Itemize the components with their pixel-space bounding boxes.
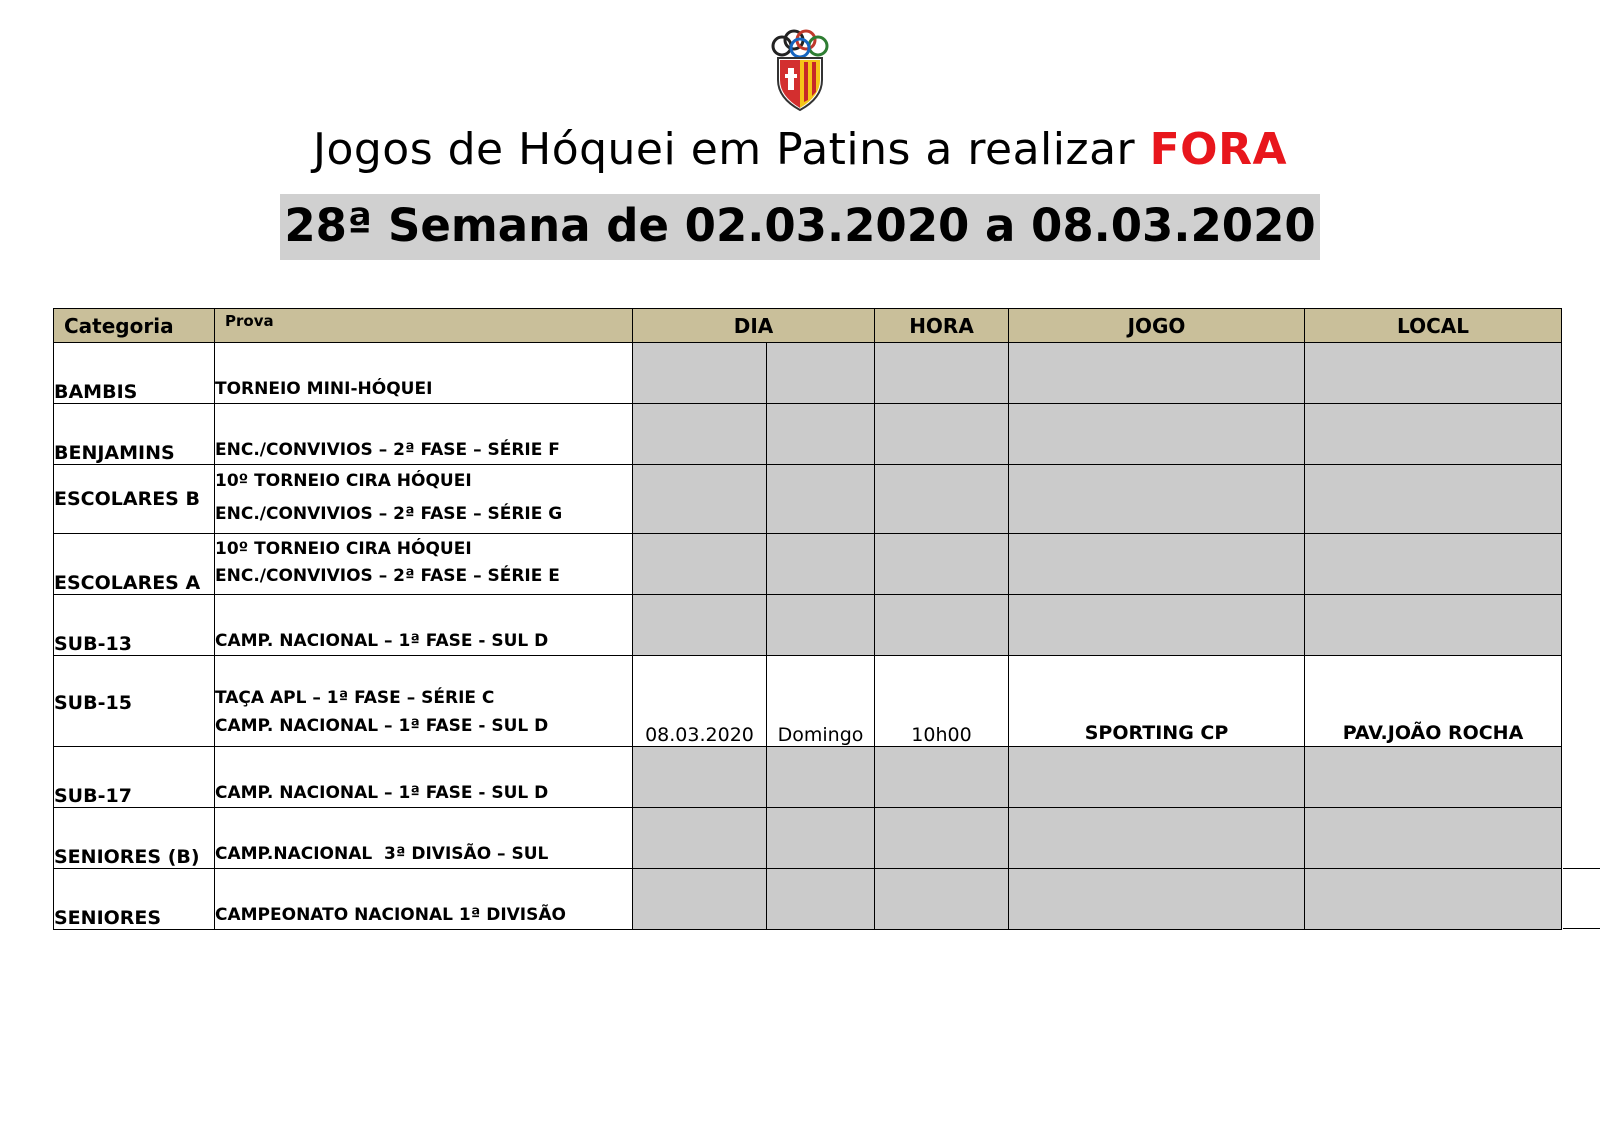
row-categoria: BENJAMINS — [54, 404, 215, 465]
empty-cell — [767, 343, 875, 404]
row-prova — [215, 404, 633, 465]
cell-data: 08.03.2020 — [633, 656, 767, 747]
table-row — [54, 404, 1562, 465]
prova-line: ENC./CONVIVIOS – 2ª FASE – SÉRIE G — [215, 504, 563, 524]
empty-cell — [633, 869, 767, 930]
row-prova — [215, 534, 633, 595]
table-row — [54, 595, 1562, 656]
row-prova — [215, 869, 633, 930]
table-row — [54, 808, 1562, 869]
table-edge-line — [1563, 868, 1600, 869]
row-categoria: SENIORES — [54, 869, 215, 930]
prova-line: TAÇA APL – 1ª FASE – SÉRIE C — [215, 688, 495, 708]
table-row — [54, 869, 1562, 930]
table-row — [54, 343, 1562, 404]
empty-cell — [767, 534, 875, 595]
prova-line: CAMP.NACIONAL 3ª DIVISÃO – SUL — [215, 844, 549, 864]
row-categoria: SUB-13 — [54, 595, 215, 656]
row-prova — [215, 343, 633, 404]
title-accent: FORA — [1149, 124, 1288, 175]
empty-cell — [1009, 808, 1305, 869]
header-dia: DIA — [633, 309, 875, 343]
cell-local: PAV.JOÃO ROCHA — [1305, 656, 1562, 747]
header-local: LOCAL — [1305, 309, 1562, 343]
prova-line: CAMP. NACIONAL – 1ª FASE - SUL D — [215, 716, 549, 736]
empty-cell — [767, 404, 875, 465]
prova-line: CAMP. NACIONAL – 1ª FASE - SUL D — [215, 783, 549, 803]
prova-line: TORNEIO MINI-HÓQUEI — [215, 379, 433, 399]
prova-line: CAMP. NACIONAL – 1ª FASE - SUL D — [215, 631, 549, 651]
table-edge-line — [1563, 928, 1600, 929]
empty-cell — [1305, 404, 1562, 465]
empty-cell — [875, 404, 1009, 465]
row-categoria: SUB-17 — [54, 747, 215, 808]
empty-cell — [875, 747, 1009, 808]
week-subtitle: 28ª Semana de 02.03.2020 a 08.03.2020 — [280, 194, 1319, 260]
prova-line: CAMPEONATO NACIONAL 1ª DIVISÃO — [215, 905, 566, 925]
schedule-table — [53, 308, 1562, 930]
page-title — [0, 124, 1600, 175]
title-main: Jogos de Hóquei em Patins a realizar — [312, 124, 1150, 175]
empty-cell — [875, 534, 1009, 595]
cell-hora: 10h00 — [875, 656, 1009, 747]
table-header-row — [54, 309, 1562, 343]
empty-cell — [633, 595, 767, 656]
table-row — [54, 534, 1562, 595]
table-row — [54, 747, 1562, 808]
header-jogo: JOGO — [1009, 309, 1305, 343]
empty-cell — [1009, 747, 1305, 808]
empty-cell — [767, 747, 875, 808]
row-prova — [215, 656, 633, 747]
prova-line: 10º TORNEIO CIRA HÓQUEI — [215, 471, 472, 491]
row-prova — [215, 595, 633, 656]
empty-cell — [633, 404, 767, 465]
empty-cell — [1009, 595, 1305, 656]
table-row — [54, 465, 1562, 534]
empty-cell — [1009, 869, 1305, 930]
empty-cell — [875, 595, 1009, 656]
empty-cell — [1305, 808, 1562, 869]
empty-cell — [875, 465, 1009, 534]
table-row — [54, 656, 1562, 747]
row-categoria: SENIORES (B) — [54, 808, 215, 869]
empty-cell — [1009, 404, 1305, 465]
empty-cell — [767, 595, 875, 656]
empty-cell — [875, 869, 1009, 930]
prova-line: 10º TORNEIO CIRA HÓQUEI — [215, 539, 472, 559]
row-prova — [215, 747, 633, 808]
row-categoria: ESCOLARES B — [54, 465, 215, 534]
empty-cell — [1305, 465, 1562, 534]
empty-cell — [633, 747, 767, 808]
empty-cell — [633, 343, 767, 404]
empty-cell — [1009, 343, 1305, 404]
row-prova — [215, 808, 633, 869]
empty-cell — [767, 808, 875, 869]
row-categoria: ESCOLARES A — [54, 534, 215, 595]
header-categoria: Categoria — [54, 309, 215, 343]
header-hora: HORA — [875, 309, 1009, 343]
empty-cell — [1305, 747, 1562, 808]
empty-cell — [1305, 595, 1562, 656]
cell-dia-semana: Domingo — [767, 656, 875, 747]
empty-cell — [1009, 465, 1305, 534]
empty-cell — [767, 465, 875, 534]
empty-cell — [633, 808, 767, 869]
empty-cell — [875, 343, 1009, 404]
empty-cell — [633, 534, 767, 595]
empty-cell — [1305, 343, 1562, 404]
empty-cell — [767, 869, 875, 930]
empty-cell — [875, 808, 1009, 869]
prova-line: ENC./CONVIVIOS – 2ª FASE – SÉRIE E — [215, 566, 560, 586]
header-prova: Prova — [215, 309, 633, 343]
cell-jogo: SPORTING CP — [1009, 656, 1305, 747]
empty-cell — [1305, 869, 1562, 930]
club-crest-icon — [768, 28, 832, 112]
empty-cell — [633, 465, 767, 534]
prova-line: ENC./CONVIVIOS – 2ª FASE – SÉRIE F — [215, 440, 560, 460]
empty-cell — [1305, 534, 1562, 595]
row-prova — [215, 465, 633, 534]
empty-cell — [1009, 534, 1305, 595]
row-categoria: SUB-15 — [54, 656, 215, 747]
row-categoria: BAMBIS — [54, 343, 215, 404]
